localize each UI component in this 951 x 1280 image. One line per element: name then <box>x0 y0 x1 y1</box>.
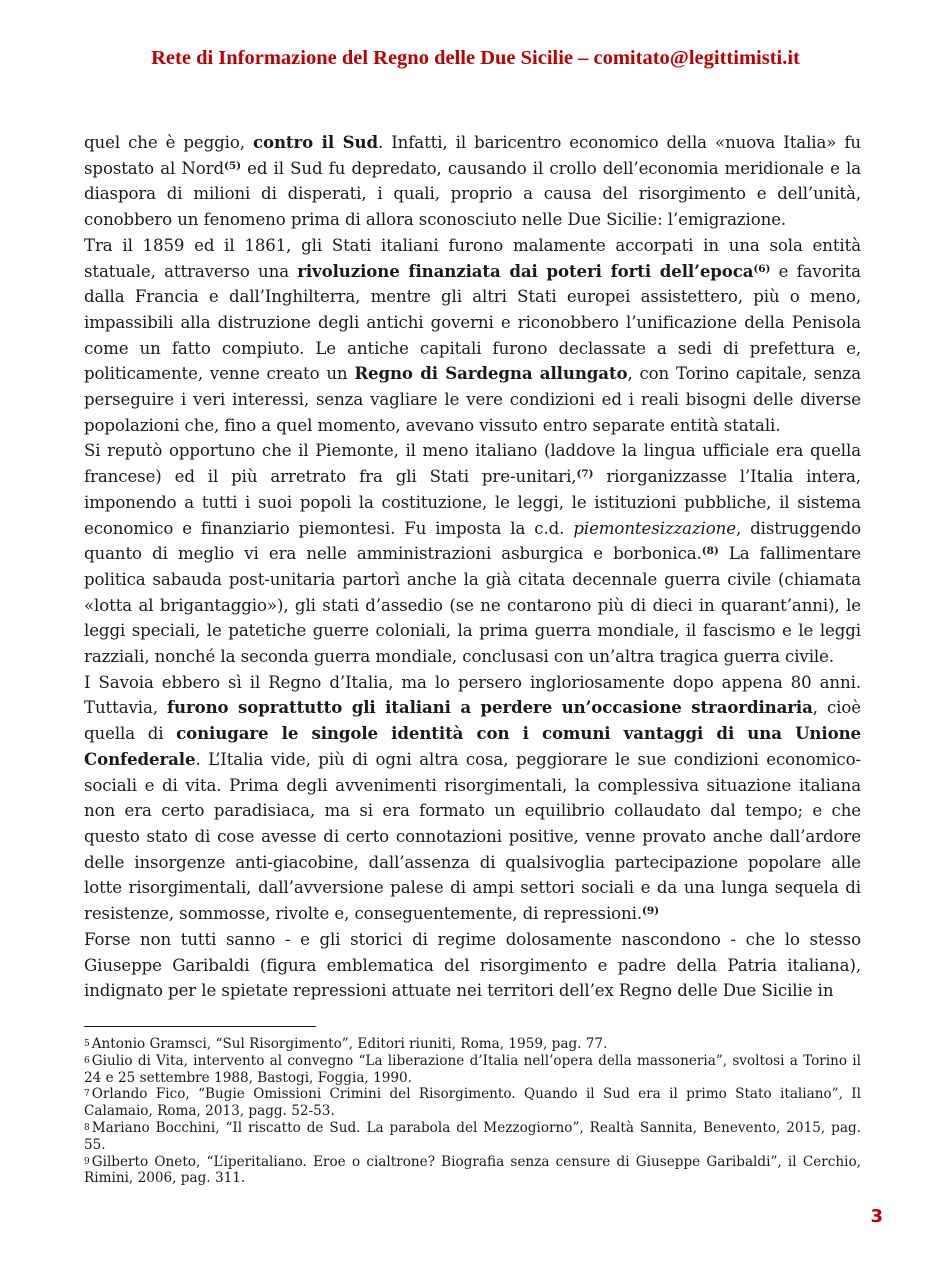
page-header: Rete di Informazione del Regno delle Due Sicilie – comitato@legittimisti.it <box>151 47 800 69</box>
bold-text: Regno di Sardegna allungato <box>354 363 628 384</box>
footnote-ref-6: (6) <box>753 262 771 275</box>
paragraph-4 <box>84 670 861 927</box>
footnote-number: 7 <box>84 1089 90 1100</box>
footnote-number: 5 <box>84 1039 90 1049</box>
text-run: ed il Sud fu depredato, causando il crollo dell’economia meridionale e la diaspora di milioni di disperati, i quali, proprio a causa del risorgimento e dell’unità, conobbero un fenomeno prima di allora sconosciuto nelle Due Sicilie: l’emigrazione. <box>84 158 862 230</box>
italic-text: piemontesizzazione <box>573 518 736 538</box>
text-run: . L’Italia vide, più di ogni altra cosa, peggiorare le sue condizioni economico-sociali e di vita. Prima degli avvenimenti risorgimentali, la complessiva situazione italiana non era certo paradisiaca, ma si era formato un equilibrio collaudato dal tempo; e che questo stato di cose avesse di certo connotazioni positive, venne provato anche dall’ardore delle insorgenze anti-giacobine, dall’assenza di qualsivoglia partecipazione popolare alle lotte risorgimentali, dall’avversione palese di ampi settori sociali e da una lunga sequela di resistenze, sommosse, rivolte e, conseguentemente, di repressioni. <box>84 749 861 924</box>
text-run: I Savoia ebbero sì il Regno d’Italia, ma lo persero ingloriosamente dopo appena 80 anni. Tuttavia, <box>84 672 861 718</box>
text-run: , cioè quella di <box>84 698 861 744</box>
bold-text: furono soprattutto gli italiani a perdere un’occasione straordinaria <box>166 697 813 718</box>
paragraph-1 <box>84 130 861 233</box>
text-run: riorganizzasse l’Italia intera, imponendo a tutti i suoi popoli la costituzione, le leggi, le istituzioni pubbliche, il sistema economico e finanziario piemontesi. Fu imposta la c.d. <box>84 467 861 538</box>
footnote-text: Orlando Fico, “Bugie Omissioni Crimini del Risorgimento. Quando il Sud era il primo Stato italiano”, Il Calamaio, Roma, 2013, pagg. 52-53. <box>84 1086 861 1120</box>
text-run: quel che è peggio, <box>84 133 253 152</box>
footnote-text: Mariano Bocchini, “Il riscatto de Sud. La parabola del Mezzogiorno”, Realtà Sannita, Benevento, 2015, pag. 55. <box>84 1119 861 1153</box>
footnote-text: Antonio Gramsci, “Sul Risorgimento”, Editori riuniti, Roma, 1959, pag. 77. <box>91 1036 608 1052</box>
paragraph-3 <box>84 438 861 669</box>
text-run: Forse non tutti sanno - e gli storici di regime dolosamente nascondono - che lo stesso Giuseppe Garibaldi (figura emblematica del risorgimento e padre della Patria italiana), indignato per le spietate repressioni attuate nei territori dell’ex Regno delle Due Sicilie in <box>84 929 861 1001</box>
footnote <box>84 1086 861 1120</box>
bold-text: contro il Sud <box>253 132 378 152</box>
footnote-text: Giulio di Vita, intervento al convegno “La liberazione d’Italia nell’opera della massoneria”, svoltosi a Torino il 24 e 25 settembre 1988, Bastogi, Foggia, 1990. <box>84 1052 861 1086</box>
paragraph-2 <box>84 233 861 439</box>
footnote-text: Gilberto Oneto, “L’iperitaliano. Eroe o cialtrone? Biografia senza censure di Giuseppe Garibaldi”, il Cerchio, Rimini, 2006, pag. 311. <box>84 1153 861 1187</box>
footnote-ref-5: (5) <box>224 159 241 172</box>
bold-text: coniugare le singole identità con i comuni vantaggi di una Unione Confederale <box>84 723 861 769</box>
text-run: , con Torino capitale, senza perseguire i veri interessi, senza vagliare le vere condizioni ed i reali bisogni delle diverse popolazioni che, fino a quel momento, avevano vissuto entro separate entità statali. <box>84 364 861 435</box>
text-run: e favorita dalla Francia e dall’Inghilterra, mentre gli altri Stati europei assistettero, più o meno, impassibili alla distruzione degli antichi governi e riconobbero l’unificazione della Penisola come un fatto compiuto. Le antiche capitali furono declassate a sedi di prefettura e, politicamente, venne creato un <box>84 261 861 384</box>
footnotes <box>84 1036 861 1187</box>
footnote-ref-7: (7) <box>576 468 594 481</box>
footnote-ref-9: (9) <box>642 905 659 918</box>
footnote-number: 9 <box>84 1156 90 1167</box>
paragraph-5 <box>84 927 861 1004</box>
footnote <box>84 1036 861 1053</box>
text-run: , distruggendo quanto di meglio vi era nelle amministrazioni asburgica e borbonica. <box>84 518 862 564</box>
main-text <box>84 130 861 1004</box>
footnote-number: 8 <box>84 1122 90 1133</box>
bold-text: rivoluzione finanziata dai poteri forti dell’epoca <box>297 260 754 281</box>
page-number: 3 <box>870 1206 883 1227</box>
footnote-number: 6 <box>84 1055 90 1066</box>
footnote-ref-8: (8) <box>701 545 719 558</box>
text-run: Si reputò opportuno che il Piemonte, il meno italiano (laddove la lingua ufficiale era quella francese) ed il più arretrato fra gli Stati pre-unitari, <box>84 441 861 487</box>
text-run: . Infatti, il baricentro economico della «nuova Italia» fu spostato al Nord <box>84 133 861 178</box>
text-run: Tra il 1859 ed il 1861, gli Stati italiani furono malamente accorpati in una sola entità statuale, attraverso una <box>84 235 861 281</box>
footnote-divider <box>84 1026 316 1027</box>
text-run: La fallimentare politica sabauda post-unitaria partorì anche la già citata decennale guerra civile (chiamata «lotta al brigantaggio»), gli stati d’assedio (se ne contarono più di dieci in quarant’anni), le leggi speciali, le patetiche guerre coloniali, la prima guerra mondiale, il fascismo e le leggi razziali, nonché la seconda guerra mondiale, conclusasi con un’altra tragica guerra civile. <box>84 544 861 667</box>
footnote <box>84 1053 861 1087</box>
footnote <box>84 1120 861 1154</box>
footnote <box>84 1154 861 1188</box>
